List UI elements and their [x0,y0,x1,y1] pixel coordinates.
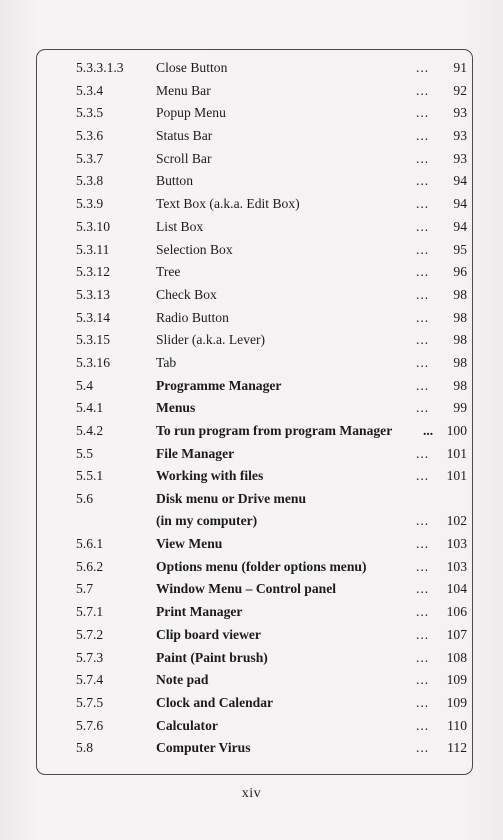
toc-entry [36,261,473,284]
toc-leader-dots: ... [416,558,430,574]
toc-leader-dots: ... [416,400,430,416]
toc-entry-page: 102 [446,513,467,529]
toc-entry-number: 5.7.2 [76,626,104,642]
toc-entry-page: 94 [453,218,467,234]
toc-entry [36,170,473,193]
toc-entry-title: To run program from program Manager [156,423,393,438]
toc-entry-number: 5.3.8 [76,173,104,189]
toc-entry [36,148,473,171]
toc-entry [36,737,473,760]
toc-entry-title: Tree [156,264,181,280]
toc-entry-page: 104 [446,581,467,597]
toc-entry-page: 101 [446,445,467,461]
toc-entry-number: 5.3.4 [76,82,104,98]
toc-entry-number: 5.6.1 [76,536,104,552]
toc-entry [36,692,473,715]
toc-entry-number: 5.4.1 [76,400,104,416]
toc-entry-title: Note pad [156,672,209,688]
toc-entry-number: 5.3.14 [76,309,110,325]
toc-entry [36,578,473,601]
toc-entry-number: 5.6.2 [76,558,104,574]
toc-leader-dots: ... [416,264,430,280]
toc-entry-page: 98 [453,332,467,348]
toc-entry-number: 5.3.10 [76,218,110,234]
toc-entry [36,397,473,420]
toc-leader-dots: ... [416,377,430,393]
toc-entry-title: Programme Manager [156,377,282,393]
toc-entry [36,647,473,670]
toc-entry-title: Paint (Paint brush) [156,649,268,665]
toc-leader-dots: ... [416,536,430,552]
toc-entry-title: Check Box [156,286,217,302]
toc-entry-title: Close Button [156,60,228,75]
table-of-contents [36,57,473,760]
toc-entry-number: 5.7 [76,581,93,597]
page-number-footer: xiv [241,786,262,801]
toc-entry-number: 5.3.5 [76,105,104,121]
toc-entry-title: Status Bar [156,128,213,144]
toc-entry [36,465,473,488]
toc-leader-dots: ... [416,672,430,688]
toc-leader-dots: ... [416,354,430,370]
toc-entry [36,601,473,624]
toc-entry-number: 5.4.2 [76,423,104,438]
toc-entry-number: 5.3.15 [76,332,110,348]
toc-entry-number: 5.3.7 [76,150,104,166]
toc-entry-page: 93 [453,105,467,121]
toc-entry [36,533,473,556]
toc-entry [36,352,473,375]
toc-entry-title: Clock and Calendar [156,694,274,710]
toc-entry [36,102,473,125]
toc-entry-page: 103 [446,536,467,552]
toc-entry-page: 101 [446,468,467,484]
toc-entry-number: 5.5.1 [76,468,104,484]
toc-entry-title: Button [156,173,194,189]
toc-entry [36,488,473,533]
toc-entry-title: Options menu (folder options menu) [156,558,367,574]
toc-entry-page: 98 [453,309,467,325]
toc-entry-page: 98 [453,286,467,302]
toc-entry-page: 98 [453,377,467,393]
toc-entry-title: Menu Bar [156,82,211,98]
toc-entry-title: Calculator [156,717,218,733]
toc-entry [36,329,473,352]
toc-leader-dots: ... [416,740,430,756]
toc-leader-dots: ... [416,468,430,484]
toc-entry-title: Print Manager [156,604,243,620]
toc-entry-number: 5.7.3 [76,649,104,665]
toc-entry-number: 5.6 [76,491,93,507]
toc-entry-page: 96 [453,264,467,280]
toc-leader-dots: ... [416,128,430,144]
toc-entry-page: 100 [446,423,467,438]
toc-entry-number: 5.7.6 [76,717,104,733]
toc-entry [36,624,473,647]
toc-entry-title: File Manager [156,445,235,461]
toc-entry-page: 94 [453,173,467,189]
toc-entry-page: 107 [446,626,467,642]
toc-entry-number: 5.3.16 [76,354,110,370]
toc-entry-title [156,488,306,531]
toc-leader-dots: ... [416,513,430,529]
toc-entry-number: 5.3.3.1.3 [76,60,124,75]
toc-entry-number: 5.7.4 [76,672,104,688]
toc-entry-page: 98 [453,354,467,370]
toc-entry [36,669,473,692]
toc-leader-dots: ... [416,445,430,461]
toc-leader-dots: ... [416,173,430,189]
toc-entry-number: 5.3.6 [76,128,104,144]
toc-leader-dots: ... [416,105,430,121]
toc-entry [36,375,473,398]
toc-entry-page: 108 [446,649,467,665]
toc-leader-dots: ... [416,196,430,212]
toc-entry-title: Text Box (a.k.a. Edit Box) [156,196,300,212]
toc-entry-title: List Box [156,218,204,234]
toc-entry-title: Radio Button [156,309,229,325]
toc-entry-number: 5.7.1 [76,604,104,620]
toc-leader-dots: ... [416,717,430,733]
toc-leader-dots: ... [416,286,430,302]
toc-entry-number: 5.3.9 [76,196,104,212]
toc-entry-page: 95 [453,241,467,257]
toc-entry-title-line: (in my computer) [156,512,258,528]
toc-entry-title: Popup Menu [156,105,226,121]
toc-leader-dots: ... [416,626,430,642]
toc-entry [36,420,473,443]
toc-entry-title: Slider (a.k.a. Lever) [156,332,266,348]
toc-entry-page: 92 [453,82,467,98]
toc-entry-page: 112 [447,740,467,756]
toc-entry-page: 110 [447,717,467,733]
toc-entry-title: Clip board viewer [156,626,261,642]
toc-entry [36,556,473,579]
toc-entry-page: 93 [453,150,467,166]
toc-leader-dots: ... [416,604,430,620]
toc-entry-page: 106 [446,604,467,620]
toc-leader-dots: ... [416,332,430,348]
toc-leader-dots: ... [416,581,430,597]
toc-entry-title: Computer Virus [156,740,251,756]
toc-entry-number: 5.3.12 [76,264,110,280]
toc-entry-title: Window Menu – Control panel [156,581,337,597]
toc-leader-dots: ... [416,60,430,75]
toc-leader-dots: ... [416,309,430,325]
toc-entry [36,239,473,262]
toc-entry [36,125,473,148]
toc-entry [36,216,473,239]
toc-entry-page: 94 [453,196,467,212]
toc-entry-number: 5.8 [76,740,93,756]
toc-entry-number: 5.3.11 [76,241,110,257]
toc-entry-page: 91 [453,60,467,75]
toc-leader-dots: ... [416,241,430,257]
toc-entry-title: Scroll Bar [156,150,212,166]
toc-entry-page: 109 [446,694,467,710]
toc-leader-dots: ... [416,218,430,234]
toc-entry [36,80,473,103]
toc-entry-page: 93 [453,128,467,144]
toc-entry-number: 5.5 [76,445,93,461]
toc-entry-page: 109 [446,672,467,688]
toc-entry-number: 5.7.5 [76,694,104,710]
toc-entry-page: 103 [446,558,467,574]
toc-entry [36,57,473,80]
toc-entry-title: Working with files [156,468,264,484]
toc-entry [36,443,473,466]
toc-entry-page: 99 [453,400,467,416]
toc-entry-title: Tab [156,354,177,370]
toc-leader-dots: ... [416,694,430,710]
toc-entry [36,307,473,330]
toc-entry [36,284,473,307]
toc-entry-title-line: Disk menu or Drive menu [156,491,307,507]
toc-leader-dots: ... [416,82,430,98]
toc-entry-title: Selection Box [156,241,233,257]
toc-leader-dots: ... [416,649,430,665]
toc-entry [36,193,473,216]
toc-entry-title: View Menu [156,536,223,552]
toc-leader-dots: ... [416,150,430,166]
toc-entry [36,715,473,738]
toc-entry-number: 5.4 [76,377,93,393]
toc-entry-title: Menus [156,400,196,416]
toc-entry-number: 5.3.13 [76,286,110,302]
toc-leader-dots: ... [423,423,434,438]
